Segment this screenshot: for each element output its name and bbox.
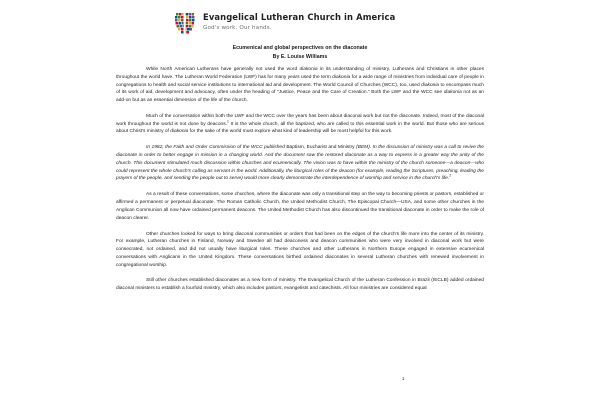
- body-paragraph: Much of the conversation within both the LWF and the WCC over the years has been about diaconal work but not the diaconate. Indeed, most of the diaconal work throughout the world is not done by deacons.$^1$ It is the whole church, all the baptized, who are called to this essential work in the world. But those who are serious about Christ's ministry of diakonia for the sake of the world must explore what kind of leadership will be most helpful for this work.: [116, 113, 484, 135]
- body-paragraph: While North American Lutherans have generally not used the word diakonia in its understanding of ministry, Lutherans and Christians in other places throughout the world have. The Lutheran World Federation (LWF) has for many years used the term diakonia for a wide range of ministries from individual care of people in congregations to health and social service institutions to international aid and development. The World Council of Churches (WCC), too, used diakonia to encompass much of its work of aid, development and advocacy, often under the heading of "Justice, Peace and the Care of Creation." Both the LWF and the WCC see diakonia not as an add-on but as an essential dimension of the life of the church.: [116, 67, 485, 103]
- document-title: Ecumenical and global perspectives on the diaconate: [232, 45, 368, 51]
- organization-name: Evangelical Lutheran Church in America: [203, 12, 396, 22]
- document-author: By E. Louise Williams: [272, 53, 328, 60]
- letterhead: [174, 12, 395, 35]
- organization-tagline: God's work. Our hands.: [203, 25, 272, 32]
- body-paragraph: In 1982, the Faith and Order Commission of the WCC published Baptism, Eucharist and Ministry (BEM). In the discussion of ministry was a call to revive the diaconate in order to better engage in mission in a changing world. And the document saw the restored diaconate as a way to express in a greater way the unity of the church. This document stimulated much discussion within churches and ecumenically. The vision was to have within the ministry of the church someone—a deacon—who could represent the whole church's calling as servant in the world. Additionally, the liturgical roles of the deacon (for example, reading the Scriptures, preaching, leading the prayers of the people, and sending the people out to serve) would more clearly demonstrate the interdependence of worship and service in the church's life.$^2$: [116, 145, 485, 182]
- body-paragraph: Other churches looked for ways to bring diaconal communities or orders that had been on the edges of the church's life more into the center of its ministry. For example, Lutheran churches in Finland, Norway and Sweden all had deaconess and deacon communities who were very involved in diaconal work but were consecrated, not ordained, and did not usually have liturgical roles. These churches and other Lutherans in Northern Europe engaged in extensive ecumenical conversations with Anglicans in the United Kingdom. These conversations birthed ordained diaconates in several Lutheran churches with renewed involvement in congregational worship.: [116, 231, 484, 268]
- document-title-block: [0, 44, 600, 61]
- elca-mosaic-cross-logo-icon: [174, 12, 196, 35]
- page-number: 1: [402, 376, 405, 381]
- body-paragraph: Still other churches established diaconates as a new form of ministry. The Evangelical Church of the Lutheran Confession in Brazil (IECLB) added ordained diaconal ministers to establish a fourfold ministry, which also includes pastors, evangelists and catechists. All four ministries are considered equal: [116, 278, 484, 292]
- letterhead-text: [203, 12, 395, 31]
- document-body: [116, 66, 484, 293]
- body-paragraph: As a result of these conversations, some churches, where the diaconate was only a transitional step on the way to becoming priests or pastors, established or affirmed a permanent or perpetual diaconate. The Roman Catholic Church, the United Methodist Church, The Episcopal Church—USA, and some other churches in the Anglican Communion all now have ordained permanent deacons. The United Methodist Church has also discontinued the transitional diaconate in order to make the role of deacon clearer.: [116, 192, 484, 221]
